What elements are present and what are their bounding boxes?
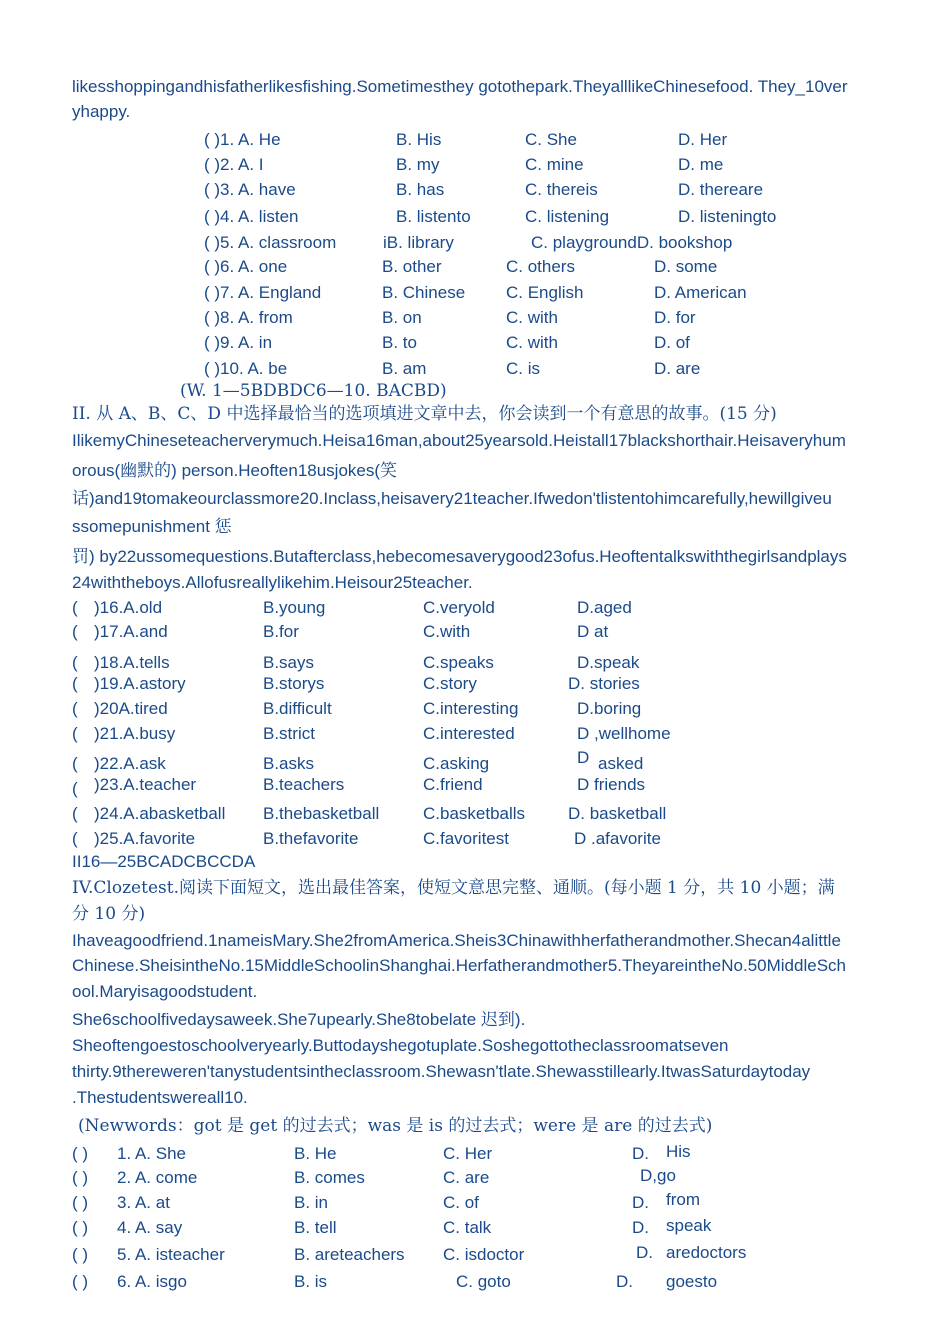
option-b: B. listento: [396, 207, 471, 226]
option-d: goesto: [666, 1272, 718, 1291]
answer-paren: (: [72, 653, 78, 672]
option-b: B. is: [294, 1272, 328, 1291]
option-c: C. others: [506, 257, 575, 276]
answer-paren: (: [72, 779, 78, 798]
passage-line: She6schoolfivedaysaweek.She7upearly.She8tobelate 迟到).: [72, 1010, 526, 1029]
option-b: iB. library: [383, 233, 454, 252]
option-b: B. Chinese: [382, 283, 466, 302]
option-d: D. some: [654, 257, 718, 276]
answer-paren: ( ): [72, 1272, 89, 1291]
option-c: C. mine: [525, 155, 584, 174]
passage-line: 话)and19tomakeourclassmore20.Inclass,heisavery21teacher.Ifwedon'tlistentohimcarefully,hewillgiveu: [72, 489, 832, 508]
option-b: B. to: [382, 333, 417, 352]
option-a: 4. A. say: [117, 1218, 183, 1237]
option-d: D.speak: [577, 653, 640, 672]
option-d: D at: [577, 622, 609, 641]
new-words-note: (Newwords：got 是 get 的过去式；was 是 is 的过去式；were 是 are 的过去式): [78, 1116, 713, 1136]
option-b: B. my: [396, 155, 440, 174]
option-d: D. American: [654, 283, 747, 302]
option-b: B.difficult: [263, 699, 332, 718]
option-b: B.for: [263, 622, 299, 641]
passage-line: Sheoftengoestoschoolveryearly.Buttodayshegotuplate.Soshegottotheclassroomatseven: [72, 1036, 729, 1055]
option-d: D. me: [678, 155, 724, 174]
answer-paren: (: [72, 699, 78, 718]
passage-line: IlikemyChineseteacherverymuch.Heisa16man,about25yearsold.Heistall17blackshorthair.Heisaveryhum: [72, 431, 846, 450]
option-d: D friends: [577, 775, 646, 794]
option-a: 5. A. isteacher: [117, 1245, 225, 1264]
passage-line: .Thestudentswereall10.: [72, 1088, 248, 1107]
passage-line: 24withtheboys.Allofusreallylikehim.Heisour25teacher.: [72, 573, 473, 592]
option-b: B.thebasketball: [263, 804, 380, 823]
option-d-label: D.: [632, 1144, 649, 1163]
answer-paren: (: [72, 754, 78, 773]
answer-paren: ( ): [72, 1168, 89, 1187]
option-c: C.story: [423, 674, 477, 693]
answer-paren: ( ): [72, 1144, 89, 1163]
answer-paren: (: [72, 829, 78, 848]
answer-paren: (: [72, 598, 78, 617]
option-c: C. goto: [456, 1272, 511, 1291]
passage-line: orous(幽默的) person.Heoften18usjokes(笑: [72, 461, 398, 480]
option-a: ( )1. A. He: [204, 130, 281, 149]
option-b: B. His: [396, 130, 442, 149]
option-a: )25.A.favorite: [94, 829, 196, 848]
option-c: C. playgroundD. bookshop: [531, 233, 733, 252]
option-d-label: D.: [616, 1272, 633, 1291]
answer-key: II16—25BCADCBCCDA: [72, 852, 256, 871]
answer-paren: ( ): [72, 1218, 89, 1237]
option-a: )17.A.and: [94, 622, 168, 641]
option-d: D. thereare: [678, 180, 764, 199]
passage-line: Ihaveagoodfriend.1nameisMary.She2fromAmerica.Sheis3Chinawithherfatherandmother.Shecan4alittle: [72, 931, 841, 950]
option-c: C. is: [506, 359, 540, 378]
passage-line: ool.Maryisagoodstudent.: [72, 982, 258, 1001]
option-a: ( )4. A. listen: [204, 207, 299, 226]
option-d-label: D.: [632, 1193, 649, 1212]
passage-line: 罚) by22ussomequestions.Butafterclass,hebecomesaverygood23ofus.Heoftentalkswiththegirlsandplays: [72, 547, 847, 566]
option-a: ( )2. A. I: [204, 155, 264, 174]
option-c: C.speaks: [423, 653, 494, 672]
option-a: ( )9. A. in: [204, 333, 273, 352]
passage-line: likesshoppingandhisfatherlikesfishing.Sometimesthey gotothepark.TheyalllikeChinesefood. They_10ver: [72, 77, 848, 96]
option-c: C. thereis: [525, 180, 598, 199]
answer-paren: (: [72, 804, 78, 823]
option-d: D,go: [640, 1166, 676, 1185]
option-b: B. in: [294, 1193, 329, 1212]
option-a: 2. A. come: [117, 1168, 198, 1187]
option-a: )23.A.teacher: [94, 775, 197, 794]
option-b: B. other: [382, 257, 442, 276]
answer-paren: ( ): [72, 1193, 89, 1212]
option-a: ( )7. A. England: [204, 283, 322, 302]
option-a: ( )8. A. from: [204, 308, 293, 327]
option-c: C. of: [443, 1193, 479, 1212]
option-d: speak: [666, 1216, 712, 1235]
option-d-letter: D: [577, 748, 590, 767]
option-a: )24.A.abasketball: [94, 804, 226, 823]
option-c: C. are: [443, 1168, 490, 1187]
option-d: D. stories: [568, 674, 640, 693]
option-b: B.young: [263, 598, 326, 617]
option-b: B.strict: [263, 724, 315, 743]
option-b: B. on: [382, 308, 422, 327]
option-a: 3. A. at: [117, 1193, 170, 1212]
passage-line: thirty.9thereweren'tanystudentsintheclassroom.Shewasn'tlate.Shewasstillearly.ItwasSaturdaytoday: [72, 1062, 811, 1081]
option-c: C. isdoctor: [443, 1245, 525, 1264]
option-d: D. for: [654, 308, 696, 327]
option-b: B. tell: [294, 1218, 337, 1237]
option-b: B.thefavorite: [263, 829, 359, 848]
answer-paren: (: [72, 674, 78, 693]
option-d: D. are: [654, 359, 701, 378]
option-c: C. with: [506, 333, 558, 352]
option-d: asked: [598, 754, 644, 773]
option-c: C.asking: [423, 754, 490, 773]
passage-line: ssomepunishment 惩: [72, 517, 232, 536]
option-d-label: D.: [636, 1243, 653, 1262]
option-a: )22.A.ask: [94, 754, 166, 773]
option-b: B. comes: [294, 1168, 365, 1187]
section-heading-cont: 分 10 分): [72, 904, 146, 924]
option-c: C. listening: [525, 207, 610, 226]
option-c: C.with: [423, 622, 471, 641]
option-a: ( )5. A. classroom: [204, 233, 337, 252]
option-b: B. He: [294, 1144, 337, 1163]
section-heading: IV.Clozetest.阅读下面短文，选出最佳答案，使短文意思完整、通顺。(每小题 1 分，共 10 小题；满: [72, 878, 835, 898]
option-d: D.boring: [577, 699, 642, 718]
section-heading: II. 从 A、B、C、D 中选择最恰当的选项填进文章中去，你会读到一个有意思的故事。(15 分): [72, 404, 777, 424]
option-b: B. am: [382, 359, 427, 378]
option-b: B. areteachers: [294, 1245, 405, 1264]
option-c: C.friend: [423, 775, 483, 794]
option-a: )18.A.tells: [94, 653, 170, 672]
option-c: C.basketballs: [423, 804, 526, 823]
option-c: C. with: [506, 308, 558, 327]
option-a: )21.A.busy: [94, 724, 176, 743]
option-b: B.says: [263, 653, 315, 672]
option-b: B. has: [396, 180, 445, 199]
option-d: D. Her: [678, 130, 728, 149]
option-a: )19.A.astory: [94, 674, 186, 693]
passage-line: yhappy.: [72, 102, 131, 121]
answer-key: (W. 1—5BDBDC6—10. BACBD): [180, 381, 447, 401]
option-a: 6. A. isgo: [117, 1272, 187, 1291]
option-d: D ,wellhome: [577, 724, 671, 743]
option-d: from: [666, 1190, 700, 1209]
option-c: C.interesting: [423, 699, 519, 718]
option-a: ( )3. A. have: [204, 180, 296, 199]
option-b: B.storys: [263, 674, 325, 693]
option-c: C. talk: [443, 1218, 492, 1237]
option-a: ( )6. A. one: [204, 257, 288, 276]
option-c: C. Her: [443, 1144, 493, 1163]
option-d: aredoctors: [666, 1243, 747, 1262]
answer-paren: (: [72, 622, 78, 641]
option-b: B.teachers: [263, 775, 345, 794]
option-a: 1. A. She: [117, 1144, 186, 1163]
passage-line: Chinese.SheisintheNo.15MiddleSchoolinShanghai.Herfatherandmother5.TheyareintheNo.50MiddleSch: [72, 956, 846, 975]
option-c: C.interested: [423, 724, 515, 743]
option-d-label: D.: [632, 1218, 649, 1237]
option-a: )16.A.old: [94, 598, 163, 617]
option-d: His: [666, 1142, 691, 1161]
option-d: D .afavorite: [574, 829, 661, 848]
option-c: C.veryold: [423, 598, 495, 617]
option-a: ( )10. A. be: [204, 359, 288, 378]
option-c: C.favoritest: [423, 829, 509, 848]
option-d: D. basketball: [568, 804, 667, 823]
option-d: D.aged: [577, 598, 632, 617]
option-b: B.asks: [263, 754, 315, 773]
option-d: D. of: [654, 333, 690, 352]
option-c: C. English: [506, 283, 584, 302]
answer-paren: ( ): [72, 1245, 89, 1264]
option-d: D. listeningto: [678, 207, 777, 226]
answer-paren: (: [72, 724, 78, 743]
option-c: C. She: [525, 130, 577, 149]
option-a: )20A.tired: [94, 699, 168, 718]
